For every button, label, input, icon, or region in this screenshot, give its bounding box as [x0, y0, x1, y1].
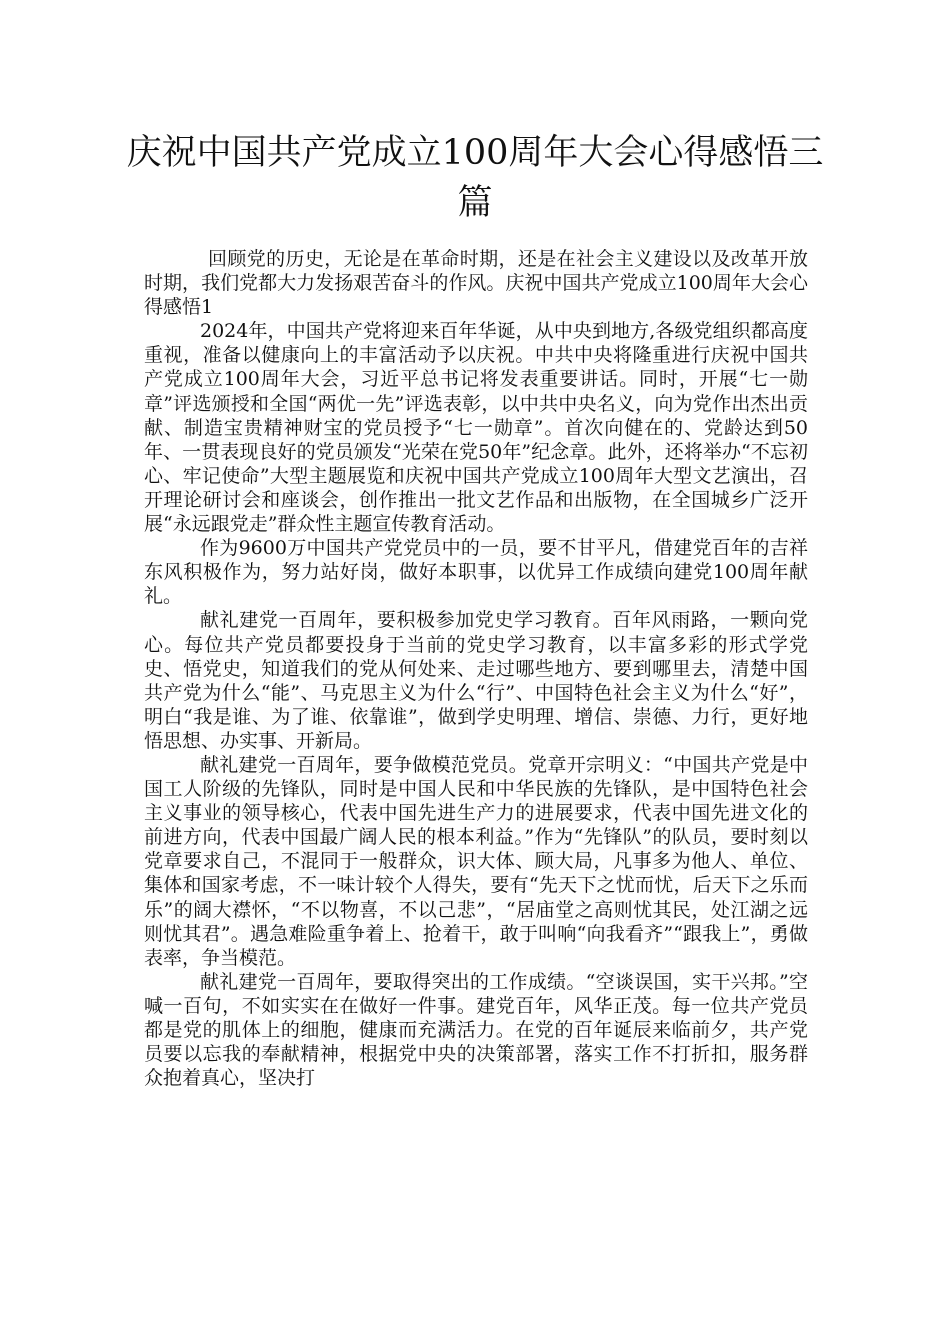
document-title: 庆祝中国共产党成立100周年大会心得感悟三篇 — [126, 133, 824, 223]
paragraph-intro: 回顾党的历史，无论是在革命时期，还是在社会主义建设以及改革开放时期，我们党都大力发扬艰苦奋斗的作风。庆祝中国共产党成立100周年大会心得感悟1 — [144, 248, 808, 319]
paragraph-model-member: 献礼建党一百周年，要争做模范党员。党章开宗明义：“中国共产党是中国工人阶级的先锋队，同时是中国人民和中华民族的先锋队，是中国特色社会主义事业的领导核心，代表中国先进生产力的进展要求，代表中国先进文化的前进方向，代表中国最广阔人民的根本利益。”作为“先锋队”的队员，要时刻以党章要求自己，不混同于一般群众，识大体、顾大局，凡事多为他人、单位、集体和国家考虑，不一味计较个人得失，要有“先天下之忧而忧，后天下之乐而乐”的阔大襟怀，“不以物喜，不以己悲”，“居庙堂之高则忧其民，处江湖之远则忧其君”。遇急难险重争着上、抢着干，敢于叫响“向我看齐”“跟我上”，勇做表率，争当模范。 — [144, 753, 808, 969]
paragraph-anniversary-plans: 2024年，中国共产党将迎来百年华诞，从中央到地方,各级党组织都高度重视，准备以健康向上的丰富活动予以庆祝。中共中央将隆重进行庆祝中国共产党成立100周年大会，习近平总书记将发表重要讲话。同时，开展“七一勋章”评选颁授和全国“两优一先”评选表彰，以中共中央名义，向为党作出杰出贡献、制造宝贵精神财宝的党员授予“七一勋章”。首次向健在的、党龄达到50年、一贯表现良好的党员颁发“光荣在党50年”纪念章。此外，还将举办“不忘初心、牢记使命”大型主题展览和庆祝中国共产党成立100周年大型文艺演出，召开理论研讨会和座谈会，创作推出一批文艺作品和出版物，在全国城乡广泛开展“永远跟党走”群众性主题宣传教育活动。 — [144, 320, 808, 536]
document-body — [144, 247, 808, 1090]
paragraph-work-results: 献礼建党一百周年，要取得突出的工作成绩。“空谈误国，实干兴邦。”空喊一百句，不如实实在在做好一件事。建党百年，风华正茂。每一位共产党员都是党的肌体上的细胞，健康而充满活力。在党的百年诞辰来临前夕，共产党员要以忘我的奉献精神，根据党中央的决策部署，落实工作不打折扣，服务群众抱着真心，坚决打 — [144, 970, 808, 1090]
paragraph-member-role: 作为9600万中国共产党党员中的一员，要不甘平凡，借建党百年的吉祥东风积极作为，努力站好岗，做好本职事，以优异工作成绩向建党100周年献礼。 — [144, 537, 808, 608]
paragraph-history-study: 献礼建党一百周年，要积极参加党史学习教育。百年风雨路，一颗向党心。每位共产党员都要投身于当前的党史学习教育，以丰富多彩的形式学党史、悟党史，知道我们的党从何处来、走过哪些地方、要到哪里去，清楚中国共产党为什么“能”、马克思主义为什么“行”、中国特色社会主义为什么“好”，明白“我是谁、为了谁、依靠谁”，做到学史明理、增信、崇德、力行，更好地悟思想、办实事、开新局。 — [144, 609, 808, 752]
